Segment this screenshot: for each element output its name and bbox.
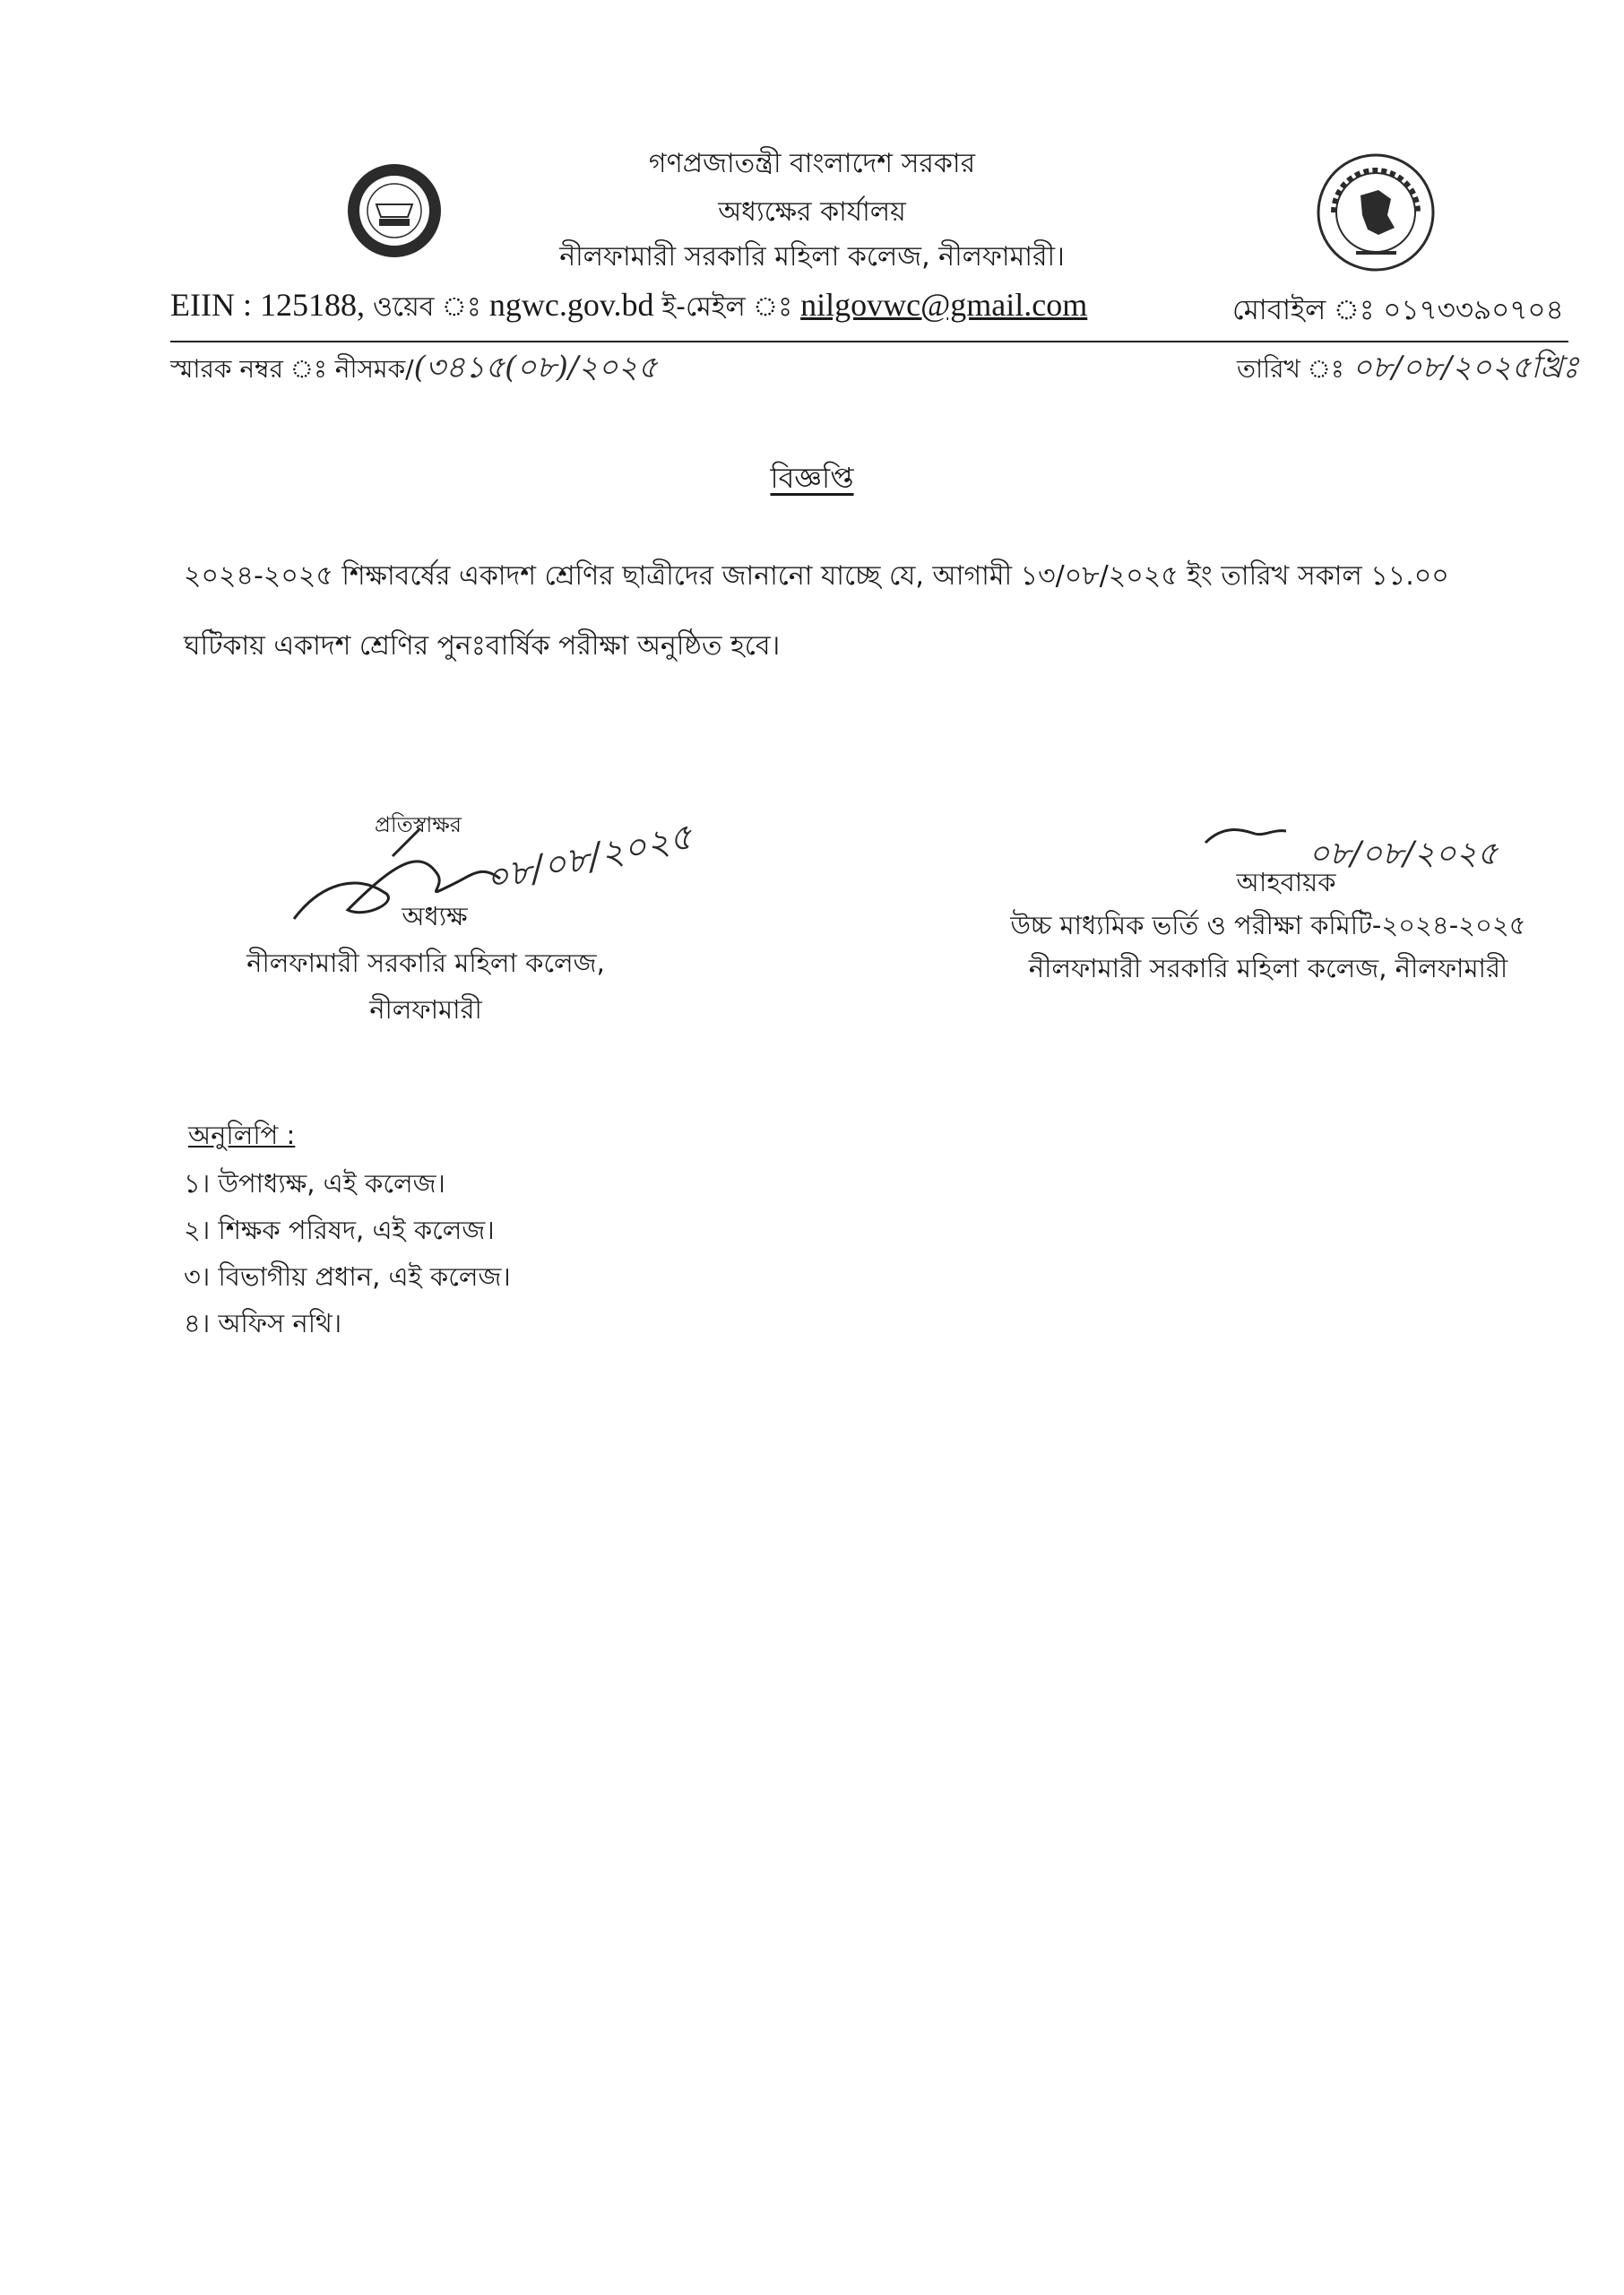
- copies-title: অনুলিপি :: [188, 1120, 296, 1150]
- principal-sign-date: ০৮/০৮/২০২৫: [481, 816, 696, 900]
- header-divider: [170, 341, 1568, 342]
- copy-item-1: ১। উপাধ্যক্ষ, এই কলেজ।: [184, 1168, 445, 1199]
- email-link[interactable]: nilgovwc@gmail.com: [800, 287, 1088, 323]
- eiin: EIIN : 125188,: [170, 287, 365, 323]
- memo-handwritten: (৩৪১৫(০৮)/২০২৫: [413, 350, 658, 385]
- contact-line: [170, 285, 1087, 331]
- memo-label: স্মারক নম্বর ঃ নীসমক/: [170, 354, 414, 384]
- notice-body-line-1: ২০২৪-২০২৫ শিক্ষাবর্ষের একাদশ শ্রেণির ছাত্রীদের জানানো যাচ্ছে যে, আগামী ১৩/০৮/২০২৫ ইং তারিখ সকাল ১১.০০: [184, 560, 1449, 592]
- memo-number: [170, 344, 658, 395]
- convener-signature-icon: [1201, 811, 1300, 856]
- notice-title: বিজ্ঞপ্তি: [770, 461, 854, 495]
- email-label: ই-মেইল ঃ: [661, 291, 793, 323]
- copy-item-3: ৩। বিভাগীয় প্রধান, এই কলেজ।: [184, 1261, 511, 1292]
- office-name: অধ্যক্ষের কার্যালয়: [718, 196, 906, 228]
- date-label: তারিখ ঃ: [1237, 354, 1344, 384]
- convener-org: নীলফামারী সরকারি মহিলা কলেজ, নীলফামারী: [1028, 953, 1508, 983]
- principal-org-line-2: নীলফামারী: [369, 994, 482, 1025]
- copy-item-4: ৪। অফিস নথি।: [184, 1308, 342, 1338]
- principal-org-line-1: নীলফামারী সরকারি মহিলা কলেজ,: [246, 948, 605, 978]
- website-link[interactable]: ngwc.gov.bd: [488, 287, 654, 323]
- mobile-number: মোবাইল ঃ ০১৭৩৩৯০৭০৪: [1232, 294, 1564, 326]
- government-name: গণপ্রজাতন্ত্রী বাংলাদেশ সরকার: [648, 148, 976, 179]
- convener-title: আহবায়ক: [1236, 867, 1336, 897]
- college-name: নীলফামারী সরকারি মহিলা কলেজ, নীলফামারী।: [559, 241, 1065, 273]
- date-handwritten: ০৮/০৮/২০২৫খ্রিঃ: [1352, 350, 1579, 385]
- issue-date: [1237, 344, 1579, 395]
- countersign-label: প্রতিস্বাক্ষর: [375, 812, 462, 837]
- convener-sign-date: ০৮/০৮/২০২৫: [1309, 836, 1499, 872]
- notice-body-line-2: ঘটিকায় একাদশ শ্রেণির পুনঃবার্ষিক পরীক্ষা অনুষ্ঠিত হবে।: [184, 630, 781, 662]
- copy-item-2: ২। শিক্ষক পরিষদ, এই কলেজ।: [184, 1215, 495, 1245]
- principal-title: অধ্যক্ষ: [402, 901, 468, 931]
- web-label: ওয়েব ঃ: [372, 291, 481, 323]
- committee-name: উচ্চ মাধ্যমিক ভর্তি ও পরীক্ষা কমিটি-২০২৪-২০২৫: [1010, 910, 1526, 940]
